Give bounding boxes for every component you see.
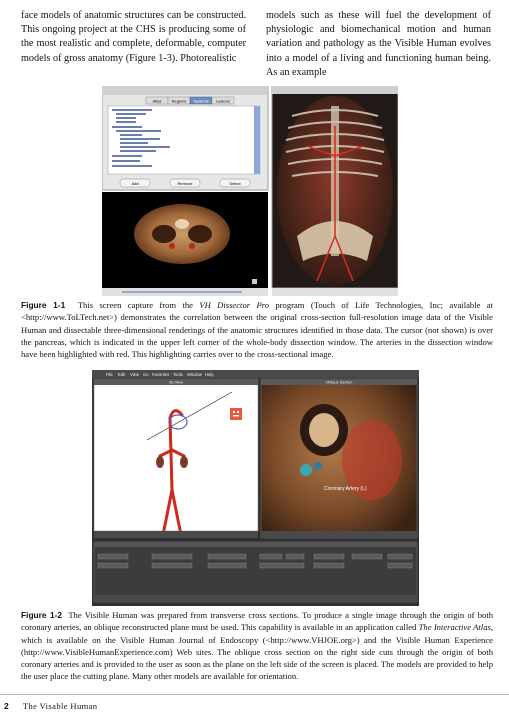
figure-1-2 (92, 370, 419, 606)
select-button-label: Select (229, 181, 241, 186)
remove-button-label: Remove (177, 181, 193, 186)
body-paragraph-right: models such as these will fuel the development of physiologic and biomechanical motion and human variation and pathology as the Visible Human evolves into a model of a living and functioning human being. As an example (266, 10, 491, 78)
orientation-icon[interactable] (230, 408, 242, 420)
tab-lesions-label: Lesions (216, 98, 230, 104)
body-paragraph-left: face models of anatomic structures can be constructed. This ongoing project at the CHS is producing some of the most realistic and complete, deformable, computer models of gross anatomy (Figure 1-3). Photorealistic (21, 10, 246, 64)
add-button-label: Add (131, 181, 139, 186)
menu-file[interactable]: File (106, 372, 113, 377)
coronary-artery-annotation: Coronary Artery (L) (324, 486, 367, 492)
page-number: 2 (4, 701, 9, 711)
control-panel (94, 542, 417, 602)
3d-view-title: 3D View (168, 380, 184, 385)
figure-1-2-screenshot (92, 370, 419, 606)
figure-1-2-caption-text-pre: The Visible Human was prepared from transverse cross sections. To produce a single image through the origin of both coronary arteries, an oblique reconstructed plane must be used. This capability is available in an application called (21, 610, 493, 633)
page-footer (4, 701, 97, 711)
body-text-right-column (266, 9, 491, 80)
menu-window[interactable]: Window (187, 372, 202, 377)
figure-1-1-caption-italic: VH Dissector Pro (199, 300, 270, 310)
running-head: The Visable Human (22, 701, 98, 711)
oblique-section-title: Oblique Section (325, 380, 353, 385)
menu-go[interactable]: Go (143, 372, 149, 377)
menu-bar (92, 370, 419, 378)
figure-1-2-caption-italic: The Interactive Atlas (418, 622, 491, 633)
tab-bar (146, 97, 234, 104)
menu-help[interactable]: Help (205, 372, 214, 377)
zoom-slider[interactable] (122, 291, 242, 293)
menu-view[interactable]: View (130, 372, 140, 377)
figure-1-1-label: Figure 1-1 (21, 300, 66, 310)
figure-1-2-label: Figure 1-2 (21, 610, 63, 620)
menu-edit[interactable]: Edit (118, 372, 126, 377)
tab-systems-label: Systems (193, 98, 209, 104)
tab-regions-label: Regions (171, 98, 187, 104)
menu-favorites[interactable]: Favorites (152, 372, 170, 377)
figure-1-1-caption-text-post: program (Touch of Life Technologies, Inc; available at <http://www.ToLTech.net>) demonstrates the correlation between the original cross-section full-resolution image data of the Visible Human and dissectable three-dimensional renderings of the anatomic structures identified in those data. The cursor (not shown) is over the pancreas, which is indicated in the upper left corner of the whole-body dissection window. The arteries in the dissection window have been highlighted with red. This highlighting carries over to the cross-sectional image. (21, 300, 493, 360)
body-text-left-column (21, 9, 246, 66)
menu-items (106, 372, 214, 377)
figure-1-1-screenshot (102, 86, 398, 296)
menu-tools[interactable]: Tools (173, 372, 183, 377)
figure-1-2-caption (21, 609, 493, 683)
cross-section-slice (134, 204, 230, 264)
figure-1-2-caption-text-post: , which is available on the Visible Human Journal of Endoscopy (<http://www.VHJOE.org>) and the Visible Human Experience (http://www.VisibleHumanExperience.com) Web sites. The oblique cross section on the right side cuts through the origin of both coronary arteries and is provided to the user as soon as the plane on the left side of the screen is placed. The models are provided to help the user place the cutting plane. Many other models are available for orientation. (21, 622, 493, 682)
footer-rule (0, 694, 509, 695)
tab-atlas-label: Atlas (152, 98, 162, 104)
figure-1-1-caption (21, 299, 493, 360)
figure-1-1 (102, 86, 398, 296)
list-scrollbar[interactable] (254, 106, 260, 174)
figure-1-1-caption-text-pre: This screen capture from the (77, 300, 200, 310)
